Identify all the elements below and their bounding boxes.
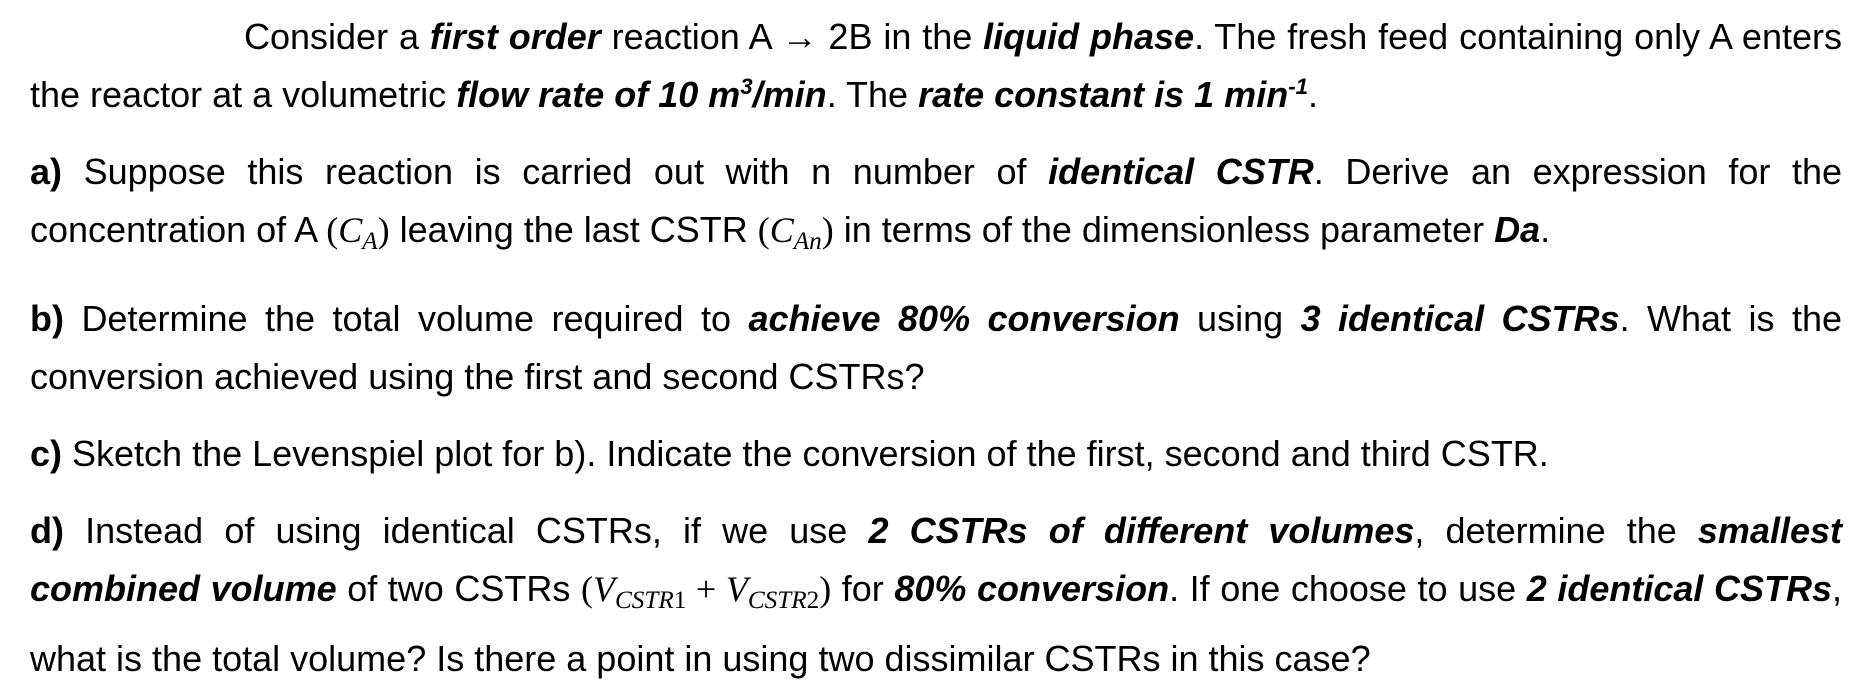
flow-rate-emphasis: flow rate of 10 $m^3/\min$ [456, 74, 827, 115]
intro-text: Consider a [244, 16, 430, 57]
rate-constant-emphasis: rate constant is 1 $\min^{-1}$ [918, 74, 1309, 115]
two-identical-cstrs-emphasis: 2 identical CSTRs [1526, 568, 1832, 610]
smallest-volume-emphasis: smallest combined volume [30, 510, 1842, 610]
part-b-paragraph: b) Determine the total volume required to achieve 80% conversion using 3 identical CSTRs. What is the conversion achieved using the first and second CSTRs? [30, 298, 1842, 398]
problem-document [30, 8, 1842, 688]
part-a-label: a) [30, 151, 63, 192]
intro-text: . [1308, 74, 1319, 115]
conversion-80-emphasis: 80% conversion [894, 568, 1170, 610]
ca-symbol: (CA) [326, 210, 390, 256]
volume-sum-expression: (VCSTR1 + VCSTR2) [580, 569, 832, 615]
part-c-label: c) [30, 433, 63, 475]
intro-text: . The [826, 74, 919, 115]
part-c-paragraph: c) Sketch the Levenspiel plot for b). Indicate the conversion of the first, second and third CSTR. [30, 433, 1549, 475]
intro-text: . The fresh feed containing only A enters the reactor at a volumetric [30, 16, 1842, 115]
intro-text: reaction A [600, 16, 782, 57]
different-volumes-emphasis: 2 CSTRs of different volumes [868, 510, 1415, 552]
da-emphasis: Da [1494, 209, 1541, 250]
identical-cstr-emphasis: identical CSTR [1048, 151, 1314, 192]
conversion-target-emphasis: achieve 80% conversion [748, 298, 1180, 340]
three-cstrs-emphasis: 3 identical CSTRs [1300, 298, 1620, 340]
intro-paragraph [30, 8, 1842, 124]
first-order-emphasis: first order [429, 16, 601, 57]
reaction-arrow: → [781, 16, 818, 57]
part-d-label: d) [30, 510, 64, 552]
part-b-label: b) [30, 298, 64, 340]
can-symbol: (CAn) [757, 210, 834, 256]
intro-text: 2B in the [817, 16, 984, 57]
part-a-paragraph: a) Suppose this reaction is carried out with n number of identical CSTR. Derive an expression for the concentration of A (CA) leaving the last CSTR (CAn) in terms of the dimensionless parameter Da. [30, 151, 1842, 256]
liquid-phase-emphasis: liquid phase [983, 16, 1195, 57]
part-d-paragraph: d) Instead of using identical CSTRs, if we use 2 CSTRs of different volumes, determine the smallest combined volume of two CSTRs (VCSTR1 + VCSTR2) for 80% conversion. If one choose to use 2 identical CSTRs, what is the total volume? Is there a point in using two dissimilar CSTRs in this case? [30, 510, 1842, 680]
